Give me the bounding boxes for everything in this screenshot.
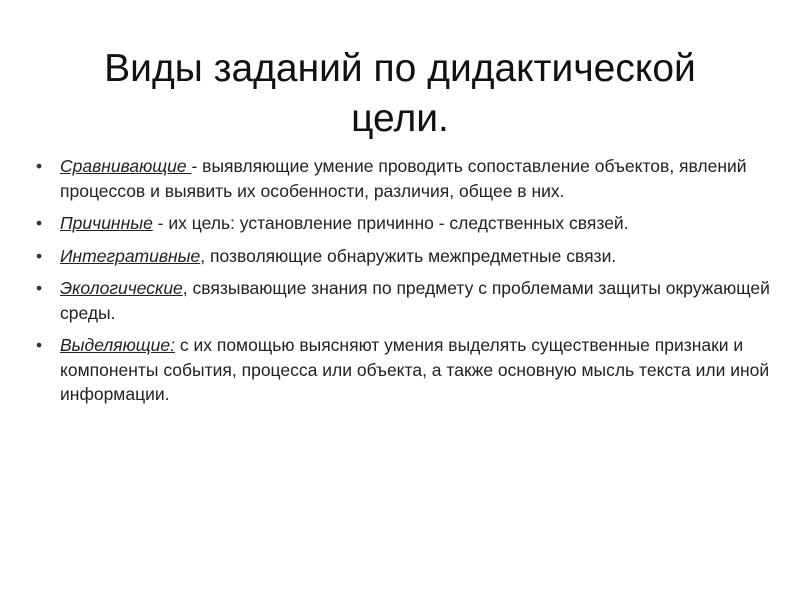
- item-text: , позволяющие обнаружить межпредметные связи.: [200, 245, 617, 266]
- item-term: Причинные: [60, 213, 153, 233]
- title-line-1: Виды заданий по дидактической: [104, 47, 696, 90]
- bullet-icon: •: [36, 278, 43, 298]
- slide-title: [40, 44, 760, 144]
- item-text: - выявляющие умение проводить сопоставление объектов, явлений процессов и выявить их особенности, различия, общее в них.: [60, 156, 747, 201]
- bullet-icon: •: [36, 213, 43, 233]
- item-text: - их цель: установление причинно - следственных связей.: [152, 213, 629, 233]
- list-item: [32, 333, 772, 407]
- bullet-icon: •: [36, 245, 43, 266]
- item-term: Выделяющие:: [60, 335, 175, 355]
- list-item: [32, 211, 772, 236]
- bullet-icon: •: [36, 156, 43, 176]
- title-line-2: цели.: [351, 97, 449, 140]
- item-term: Сравнивающие: [60, 156, 192, 176]
- bullet-icon: •: [36, 335, 43, 355]
- item-text: , связывающие знания по предмету с проблемами защиты окружающей среды.: [60, 278, 770, 323]
- list-item: [32, 276, 772, 325]
- bullet-list: [32, 154, 772, 415]
- item-text: с их помощью выясняют умения выделять существенные признаки и компоненты события, процесса или объекта, а также основную мысль текста или иной информации.: [60, 335, 770, 404]
- list-item: [32, 244, 772, 269]
- item-term: Интегративные: [60, 245, 201, 266]
- list-item: [32, 154, 772, 203]
- item-term: Экологические: [60, 278, 183, 298]
